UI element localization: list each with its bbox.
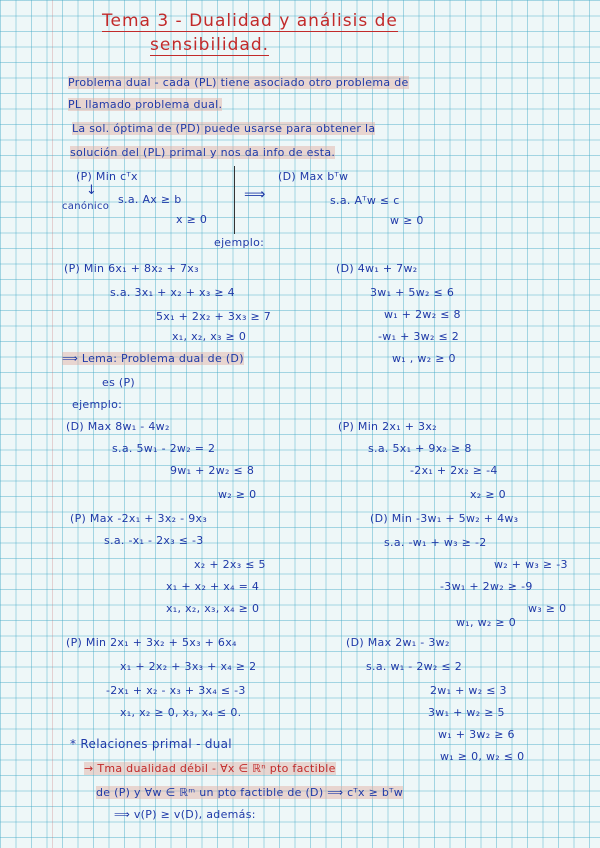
down-arrow-icon: ↓ [86, 183, 97, 198]
ex1-dual-nonneg: w₁ , w₂ ≥ 0 [392, 352, 456, 365]
intro-line-3: La sol. óptima de (PD) puede usarse para obtener la [72, 122, 376, 135]
ex3-primal-objective: (P) Max -2x₁ + 3x₂ - 9x₃ [70, 512, 208, 525]
intro-line-4: solución del (PL) primal y nos da info de esta. [70, 146, 336, 159]
ex1-dual-c1: 3w₁ + 5w₂ ≤ 6 [370, 286, 455, 299]
ex4-primal-objective: (P) Min 2x₁ + 3x₂ + 5x₃ + 6x₄ [66, 636, 237, 649]
page-subtitle: sensibilidad. [150, 35, 270, 55]
ex4-primal-nonneg: x₁, x₂ ≥ 0, x₃, x₄ ≤ 0. [120, 706, 242, 719]
weak-duality-theorem: → Tma dualidad débil - ∀x ∈ ℝⁿ pto factible [84, 762, 336, 775]
ex1-dual-objective: (D) 4w₁ + 7w₂ [336, 262, 418, 275]
ex1-primal-objective: (P) Min 6x₁ + 8x₂ + 7x₃ [64, 262, 199, 275]
ex4-primal-c1: x₁ + 2x₂ + 3x₃ + x₄ ≥ 2 [120, 660, 257, 673]
separator-line [234, 166, 235, 234]
intro-line-2: PL llamado problema dual. [68, 98, 223, 111]
example-label-2: ejemplo: [72, 398, 123, 411]
ex3-dual-nonneg: w₁, w₂ ≥ 0 [456, 616, 517, 629]
ex2-primal-nonneg: x₂ ≥ 0 [470, 488, 506, 501]
canonical-primal-constraint: s.a. Ax ≥ b [118, 193, 182, 206]
ex4-dual-c1: s.a. w₁ - 2w₂ ≤ 2 [366, 660, 463, 673]
ex4-primal-c2: -2x₁ + x₂ - x₃ + 3x₄ ≤ -3 [106, 684, 246, 697]
canonical-primal-nonneg: x ≥ 0 [176, 213, 208, 226]
ex2-dual-objective: (D) Max 8w₁ - 4w₂ [66, 420, 170, 433]
ex3-primal-nonneg: x₁, x₂, x₃, x₄ ≥ 0 [166, 602, 260, 615]
weak-duality-conclusion: ⟹ v(P) ≥ v(D), además: [114, 808, 256, 821]
ex1-primal-c1: s.a. 3x₁ + x₂ + x₃ ≥ 4 [110, 286, 235, 299]
lemma-line-1: ⟹ Lema: Problema dual de (D) [62, 352, 244, 365]
canonical-dual-constraint: s.a. Aᵀw ≤ c [330, 194, 400, 207]
example-label: ejemplo: [214, 236, 265, 249]
page-title: Tema 3 - Dualidad y análisis de [102, 11, 398, 31]
lemma-line-2: es (P) [102, 376, 136, 389]
ex4-dual-c2: 2w₁ + w₂ ≤ 3 [430, 684, 507, 697]
ex2-primal-objective: (P) Min 2x₁ + 3x₂ [338, 420, 437, 433]
ex2-dual-c1: s.a. 5w₁ - 2w₂ = 2 [112, 442, 216, 455]
weak-duality-statement: de (P) y ∀w ∈ ℝᵐ un pto factible de (D) ⟹ cᵀx ≥ bᵀw [96, 786, 403, 799]
ex4-dual-c3: 3w₁ + w₂ ≥ 5 [428, 706, 505, 719]
ex3-dual-c3: -3w₁ + 2w₂ ≥ -9 [440, 580, 533, 593]
ex3-dual-w3: w₃ ≥ 0 [528, 602, 567, 615]
ex3-dual-c2: w₂ + w₃ ≥ -3 [494, 558, 568, 571]
page-margin-line [52, 0, 53, 848]
ex1-dual-c3: -w₁ + 3w₂ ≤ 2 [378, 330, 460, 343]
ex3-primal-c1: s.a. -x₁ - 2x₃ ≤ -3 [104, 534, 204, 547]
canonical-dual-objective: (D) Max bᵀw [278, 170, 349, 183]
canonical-dual-nonneg: w ≥ 0 [390, 214, 424, 227]
intro-line-1: Problema dual - cada (PL) tiene asociado otro problema de [68, 76, 409, 89]
canonical-note: canónico [62, 201, 110, 212]
ex2-primal-c1: s.a. 5x₁ + 9x₂ ≥ 8 [368, 442, 472, 455]
ex3-primal-c3: x₁ + x₂ + x₄ = 4 [166, 580, 260, 593]
ex3-dual-objective: (D) Min -3w₁ + 5w₂ + 4w₃ [370, 512, 519, 525]
ex1-primal-c2: 5x₁ + 2x₂ + 3x₃ ≥ 7 [156, 310, 272, 323]
relations-heading: * Relaciones primal - dual [70, 737, 232, 751]
ex4-dual-objective: (D) Max 2w₁ - 3w₂ [346, 636, 450, 649]
ex1-dual-c2: w₁ + 2w₂ ≤ 8 [384, 308, 461, 321]
ex3-dual-c1: s.a. -w₁ + w₃ ≥ -2 [384, 536, 487, 549]
ex2-dual-c2: 9w₁ + 2w₂ ≤ 8 [170, 464, 255, 477]
ex4-dual-nonneg: w₁ ≥ 0, w₂ ≤ 0 [440, 750, 525, 763]
implies-arrow-icon: ⟹ [244, 185, 266, 203]
ex3-primal-c2: x₂ + 2x₃ ≤ 5 [194, 558, 266, 571]
ex2-dual-nonneg: w₂ ≥ 0 [218, 488, 257, 501]
canonical-primal-objective: (P) Min cᵀx [76, 170, 138, 183]
ex1-primal-nonneg: x₁, x₂, x₃ ≥ 0 [172, 330, 247, 343]
ex4-dual-c4: w₁ + 3w₂ ≥ 6 [438, 728, 515, 741]
ex2-primal-c2: -2x₁ + 2x₂ ≥ -4 [410, 464, 498, 477]
